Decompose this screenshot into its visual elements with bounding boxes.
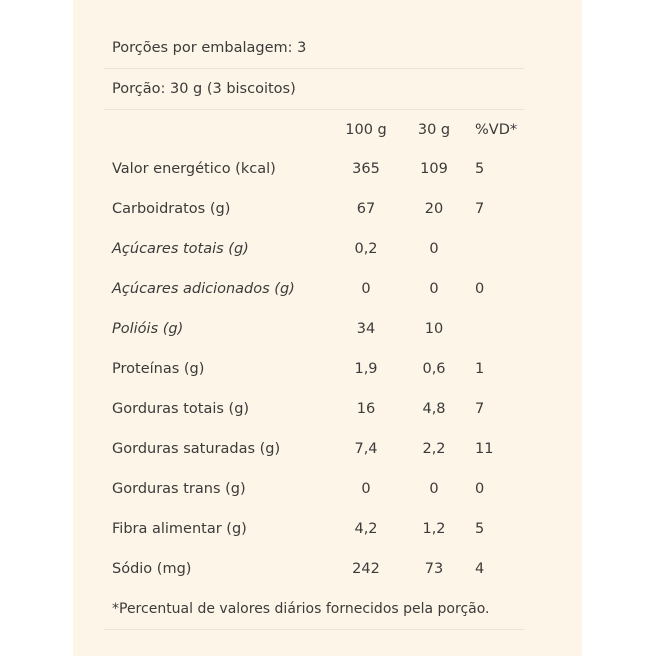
nutrient-label: Açúcares adicionados (g) <box>112 281 295 297</box>
table-row <box>104 389 524 429</box>
nutrition-facts-table <box>104 28 524 630</box>
value-30g: 0,6 <box>422 361 446 377</box>
table-row <box>104 469 524 509</box>
value-30g: 73 <box>424 561 444 577</box>
table-row <box>104 149 524 189</box>
table-row <box>104 229 524 269</box>
value-30g: 0 <box>429 481 439 497</box>
value-vd: 0 <box>475 481 485 497</box>
table-row <box>104 189 524 229</box>
value-100g: 67 <box>356 201 376 217</box>
footnote <box>104 589 524 630</box>
nutrient-label: Fibra alimentar (g) <box>112 521 247 537</box>
value-vd: 7 <box>475 401 485 417</box>
value-100g: 4,2 <box>354 521 378 537</box>
servings-per-package <box>104 28 524 69</box>
value-100g: 365 <box>352 161 380 177</box>
nutrient-label: Açúcares totais (g) <box>112 241 249 257</box>
value-100g: 34 <box>356 321 376 337</box>
nutrient-label: Gorduras saturadas (g) <box>112 441 281 457</box>
header-100g: 100 g <box>345 121 387 138</box>
header-vd: %VD* <box>475 121 518 138</box>
nutrient-rows <box>104 149 524 589</box>
value-100g: 242 <box>352 561 380 577</box>
value-vd: 1 <box>475 361 485 377</box>
value-vd: 7 <box>475 201 485 217</box>
footnote-text: *Percentual de valores diários fornecidos pela porção. <box>112 601 490 617</box>
table-row <box>104 309 524 349</box>
value-100g: 1,9 <box>354 361 378 377</box>
value-100g: 7,4 <box>354 441 378 457</box>
value-vd: 4 <box>475 561 485 577</box>
value-30g: 0 <box>429 281 439 297</box>
nutrient-label: Valor energético (kcal) <box>112 161 276 177</box>
value-30g: 4,8 <box>422 401 446 417</box>
servings-per-package-text: Porções por embalagem: 3 <box>112 40 307 56</box>
table-row <box>104 509 524 549</box>
value-30g: 0 <box>429 241 439 257</box>
nutrient-label: Polióis (g) <box>112 321 184 337</box>
nutrient-label: Carboidratos (g) <box>112 201 231 217</box>
value-vd: 5 <box>475 161 485 177</box>
nutrient-label: Gorduras trans (g) <box>112 481 246 497</box>
value-100g: 16 <box>356 401 376 417</box>
value-vd: 11 <box>475 441 494 457</box>
value-100g: 0,2 <box>354 241 378 257</box>
header-30g: 30 g <box>417 121 451 138</box>
table-row <box>104 269 524 309</box>
table-row <box>104 349 524 389</box>
portion-size <box>104 69 524 110</box>
nutrient-label: Gorduras totais (g) <box>112 401 250 417</box>
value-30g: 1,2 <box>422 521 446 537</box>
value-30g: 20 <box>424 201 444 217</box>
value-30g: 2,2 <box>422 441 446 457</box>
portion-size-text: Porção: 30 g (3 biscoitos) <box>112 81 296 97</box>
nutrient-label: Sódio (mg) <box>112 561 192 577</box>
table-header-row <box>104 110 524 149</box>
table-row <box>104 549 524 589</box>
value-30g: 10 <box>424 321 444 337</box>
value-vd: 5 <box>475 521 485 537</box>
value-100g: 0 <box>361 281 371 297</box>
nutrient-label: Proteínas (g) <box>112 361 205 377</box>
table-row <box>104 429 524 469</box>
value-vd: 0 <box>475 281 485 297</box>
value-30g: 109 <box>420 161 448 177</box>
value-100g: 0 <box>361 481 371 497</box>
